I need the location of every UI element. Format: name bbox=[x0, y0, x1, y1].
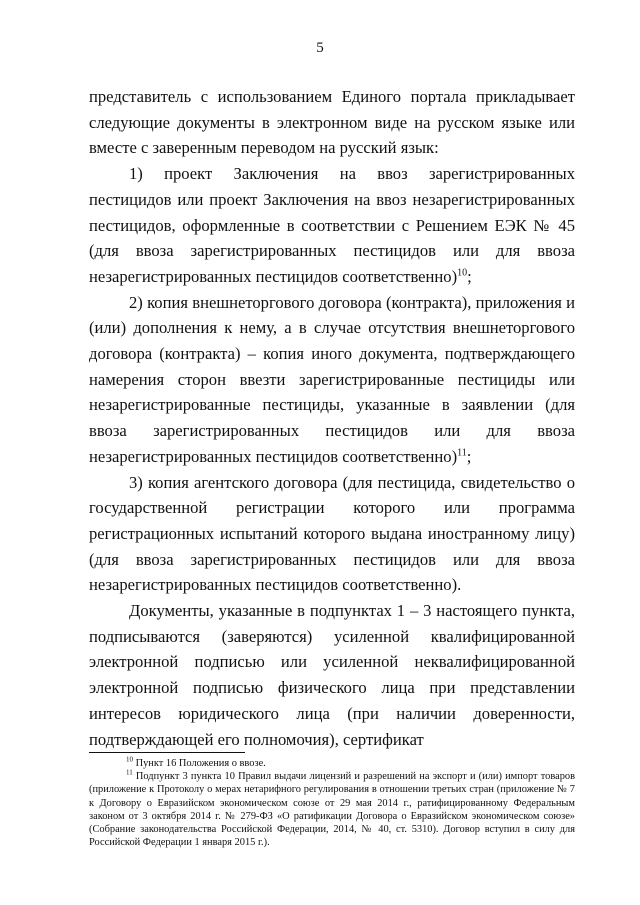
list-item-1 bbox=[89, 161, 575, 290]
list-item-2-end: ; bbox=[466, 446, 472, 466]
footnote-separator bbox=[89, 752, 245, 753]
footnote-ref-10: 10 bbox=[457, 267, 468, 279]
footnote-ref-11: 11 bbox=[457, 447, 467, 459]
footnote-11 bbox=[89, 770, 575, 849]
page-number: 5 bbox=[316, 40, 324, 56]
list-item-3: 3) копия агентского договора (для пестицида, свидетельство о государственной регистрации которого или программа регистрационных испытаний которого выдана иностранному лицу) (для ввоза зарегистрированных пестицидов или для ввоза незарегистрированных пестицидов соответственно). bbox=[89, 472, 575, 595]
list-item-1-text: 1) проект Заключения на ввоз зарегистрированных пестицидов или проект Заключения на ввоз незарегистрированных пестицидов, оформленные в соответствии с Решением ЕЭК № 45 (для ввоза зарегистрированных пестицидов или для ввоза незарегистрированных пестицидов соответственно) bbox=[89, 164, 575, 286]
footnotes bbox=[89, 757, 575, 849]
list-item-1-end: ; bbox=[467, 266, 472, 286]
paragraph-intro: представитель с использованием Единого портала прикладывает следующие документы в электронном виде на русском языке или вместе с заверенным переводом на русский язык: bbox=[89, 87, 575, 158]
footnote-11-text: Подпункт 3 пункта 10 Правил выдачи лицензий и разрешений на экспорт и (или) импорт товаров (приложение к Протоколу о мерах нетарифного регулирования в отношении третьих стран (приложение № 7 к Договору о Евразийском экономическом союзе от 29 мая 2014 г., ратифицированному Федеральным законом от 3 октября 2014 г. № 279-ФЗ «О ратификации Договора о Евразийском экономическом союзе» (Собрание законодательства Российской Федерации, 2014, № 40, ст. 5310). Договор вступил в силу для Российской Федерации 1 января 2015 г.). bbox=[89, 771, 575, 849]
footnote-10-text: Пункт 16 Положения о ввозе. bbox=[133, 758, 266, 769]
footnote-mark-10: 10 bbox=[126, 755, 133, 764]
paragraph-signatures: Документы, указанные в подпунктах 1 – 3 настоящего пункта, подписываются (заверяются) усиленной квалифицированной электронной подписью или усиленной неквалифицированной электронной подписью физического лица при представлении интересов юридического лица (при наличии доверенности, подтверждающей его полномочия), сертификат bbox=[89, 601, 575, 749]
footnote-10 bbox=[89, 757, 575, 770]
list-item-2 bbox=[89, 290, 575, 470]
body-text bbox=[89, 84, 575, 752]
footnote-mark-11: 11 bbox=[126, 768, 133, 777]
list-item-2-text: 2) копия внешнеторгового договора (контракта), приложения и (или) дополнения к нему, а в случае отсутствия внешнеторгового договора (контракта) – копия иного документа, подтверждающего намерения сторон ввезти зарегистрированные пестициды или незарегистрированные пестициды, указанные в заявлении (для ввоза зарегистрированных пестицидов или для ввоза незарегистрированных пестицидов соответственно) bbox=[89, 292, 575, 466]
